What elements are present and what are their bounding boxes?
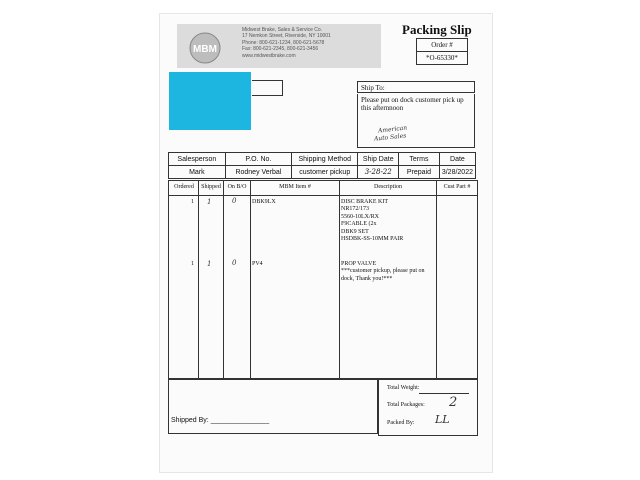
ship-to-handwritten: American [377,124,408,135]
ship-to-note: Please put on dock customer pick up this afternnoon [357,94,475,148]
info-value: Prepaid [399,166,440,179]
document-title: Packing Slip [402,22,472,37]
total-packages-value: 2 [449,395,458,410]
item-description [341,261,433,283]
shipped-by-label: Shipped By: _______________ [171,417,270,424]
info-value-handwritten: 3-28-22 [358,166,399,179]
column-divider [436,181,437,379]
column-divider [223,181,224,379]
sold-to-box [252,80,283,96]
column-divider [339,181,340,379]
company-line: Phone: 800-621-1234, 800-621-5678 [242,39,325,46]
col-header: Description [374,184,402,190]
info-header: Terms [399,153,440,166]
item-number: DBK9LX [252,199,276,205]
info-header: Date [439,153,475,166]
order-label: Order # [416,38,468,52]
company-line: 17 Nemkon Street, Riverside, NY 10001 [242,33,331,40]
company-line: Midwest Brake, Sales & Service Co. [242,27,323,33]
items-table [168,180,478,380]
item-description [341,199,403,243]
col-header: Cust Part # [443,184,471,190]
shipped-qty: 1 [207,198,212,206]
item-number: PV4 [252,261,263,267]
order-number: *O-65330* [416,51,468,65]
column-divider [250,181,251,379]
col-header: On B/O [227,184,247,190]
info-value: 3/28/2022 [439,166,475,179]
desc-line: DBK9 SET [341,228,369,235]
info-header: Ship Date [358,153,399,166]
desc-line: 5560-10LX/RX [341,213,379,220]
ordered-qty: 1 [191,261,194,267]
desc-line: PROP VALVE [341,261,377,267]
info-value: Mark [169,166,226,179]
col-header: MBM Item # [279,184,311,190]
shipped-qty: 1 [207,260,212,268]
desc-line: ***customer pickup, please put on [341,268,425,275]
info-header: Shipping Method [292,153,358,166]
svg-text:MBM: MBM [193,44,217,55]
ship-to-handwritten: Auto Sales [373,132,407,143]
info-header: P.O. No. [225,153,291,166]
items-header-row [169,181,477,196]
info-value-row [169,166,476,179]
desc-line: F9CABLE (2x [341,221,377,228]
redaction-block [169,72,251,130]
ship-to-label: Ship To: [357,81,475,93]
shipped-by-box [168,378,378,434]
info-header-row [169,153,476,166]
column-divider [198,181,199,379]
packed-by-label: Packed By: [387,420,415,426]
info-value: customer pickup [292,166,358,179]
total-weight-line [419,392,469,394]
company-line: www.midwestbrake.com [242,52,296,59]
info-header: Salesperson [169,153,226,166]
bo-qty: 0 [232,197,237,205]
packed-by-value: LL [435,413,450,426]
bo-qty: 0 [232,259,237,267]
order-info-table [168,152,476,179]
desc-line: dock, Thank you!*** [341,275,393,282]
col-header: Shipped [201,184,221,190]
info-value: Rodney Verbal [225,166,291,179]
company-line: Fax: 800-621-2345, 800-621-3456 [242,46,319,53]
desc-line: DISC BRAKE KIT [341,199,389,205]
company-address [242,27,377,59]
desc-line: NR172/173 [341,206,370,213]
desc-line: HSDBK-SS-10MM PAIR [341,236,404,243]
col-header: Ordered [174,184,194,190]
totals-box [378,378,478,436]
company-logo-icon [188,31,222,65]
total-packages-label: Total Packages: [387,402,425,408]
total-weight-label: Total Weight: [387,385,420,391]
ordered-qty: 1 [191,199,194,205]
